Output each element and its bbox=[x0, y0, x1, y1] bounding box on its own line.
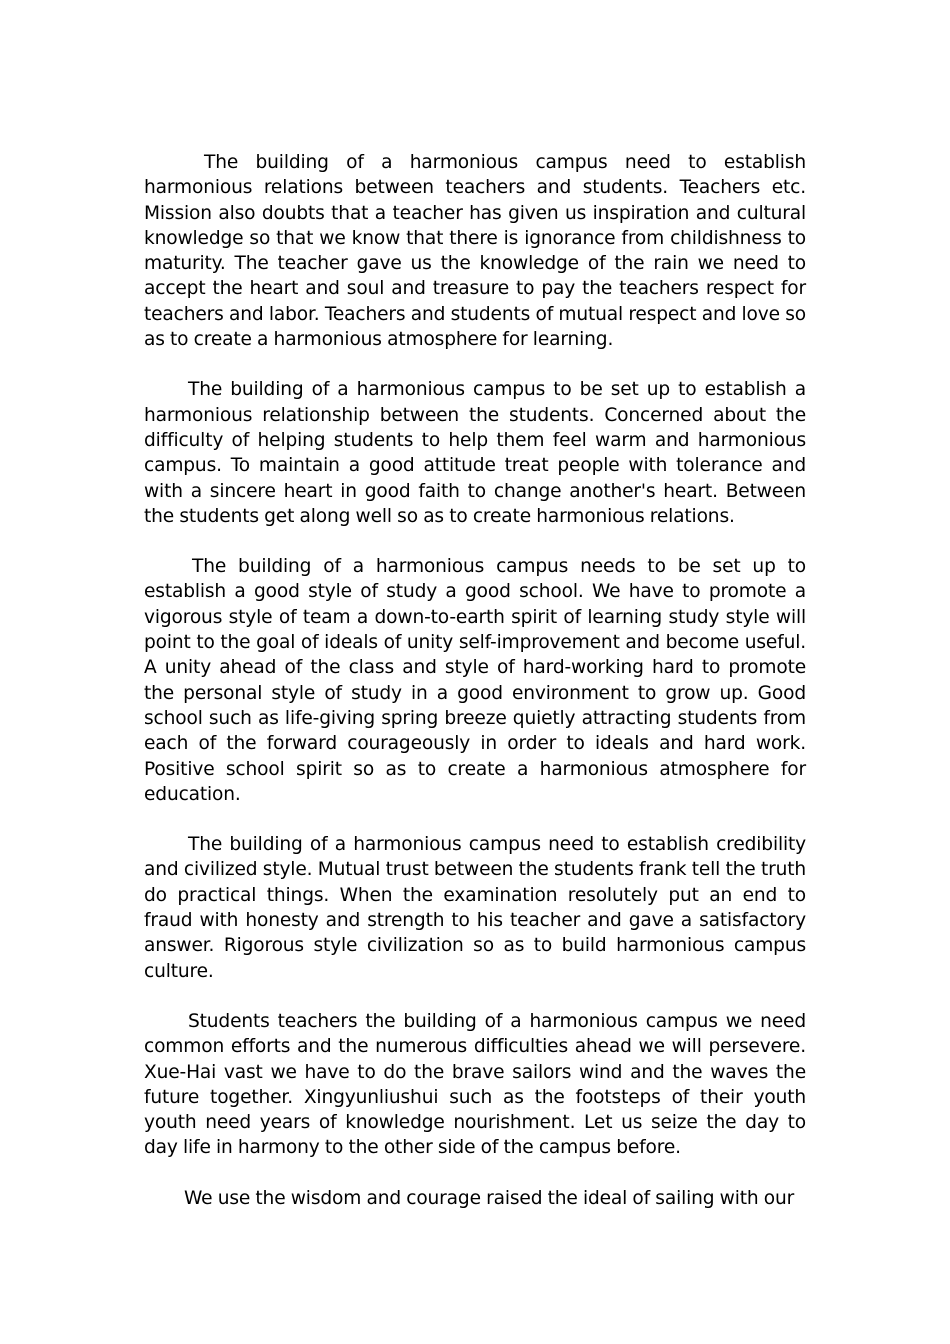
paragraph: The building of a harmonious campus needs to be set up to establish a good style of study a good school. We have to promote a vigorous style of team a down-to-earth spirit of learning study style will point to the goal of ideals of unity self-improvement and become useful. A unity ahead of the class and style of hard-working hard to promote the personal style of study in a good environment to grow up. Good school such as life-giving spring breeze quietly attracting students from each of the forward courageously in order to ideals and hard work. Positive school spirit so as to create a harmonious atmosphere for education. bbox=[144, 556, 806, 805]
paragraph: The building of a harmonious campus to be set up to establish a harmonious relationship between the students. Concerned about the difficulty of helping students to help them feel warm and harmonious campus. To maintain a good attitude treat people with tolerance and with a sincere heart in good faith to change another's heart. Between the students get along well so as to create harmonious relations. bbox=[144, 379, 806, 527]
paragraph: The building of a harmonious campus need to establish harmonious relations between teachers and students. Teachers etc. Mission also doubts that a teacher has given us inspiration and cultural knowledge so that we know that there is ignorance from childishness to maturity. The teacher gave us the knowledge of the rain we need to accept the heart and soul and treasure to pay the teachers respect for teachers and labor. Teachers and students of mutual respect and love so as to create a harmonious atmosphere for learning. bbox=[144, 152, 806, 351]
document-body bbox=[144, 150, 806, 1236]
paragraph: Students teachers the building of a harmonious campus we need common efforts and the numerous difficulties ahead we will persevere. Xue-Hai vast we have to do the brave sailors wind and the waves the future together. Xingyunliushui such as the footsteps of their youth youth need years of knowledge nourishment. Let us seize the day to day life in harmony to the other side of the campus before. bbox=[144, 1010, 806, 1159]
paragraph: We use the wisdom and courage raised the ideal of sailing with our bbox=[184, 1187, 795, 1209]
paragraph: The building of a harmonious campus need to establish credibility and civilized style. Mutual trust between the students frank tell the truth do practical things. When the examination resolutely put an end to fraud with honesty and strength to his teacher and gave a satisfactory answer. Rigorous style civilization so as to build harmonious campus culture. bbox=[144, 834, 806, 982]
